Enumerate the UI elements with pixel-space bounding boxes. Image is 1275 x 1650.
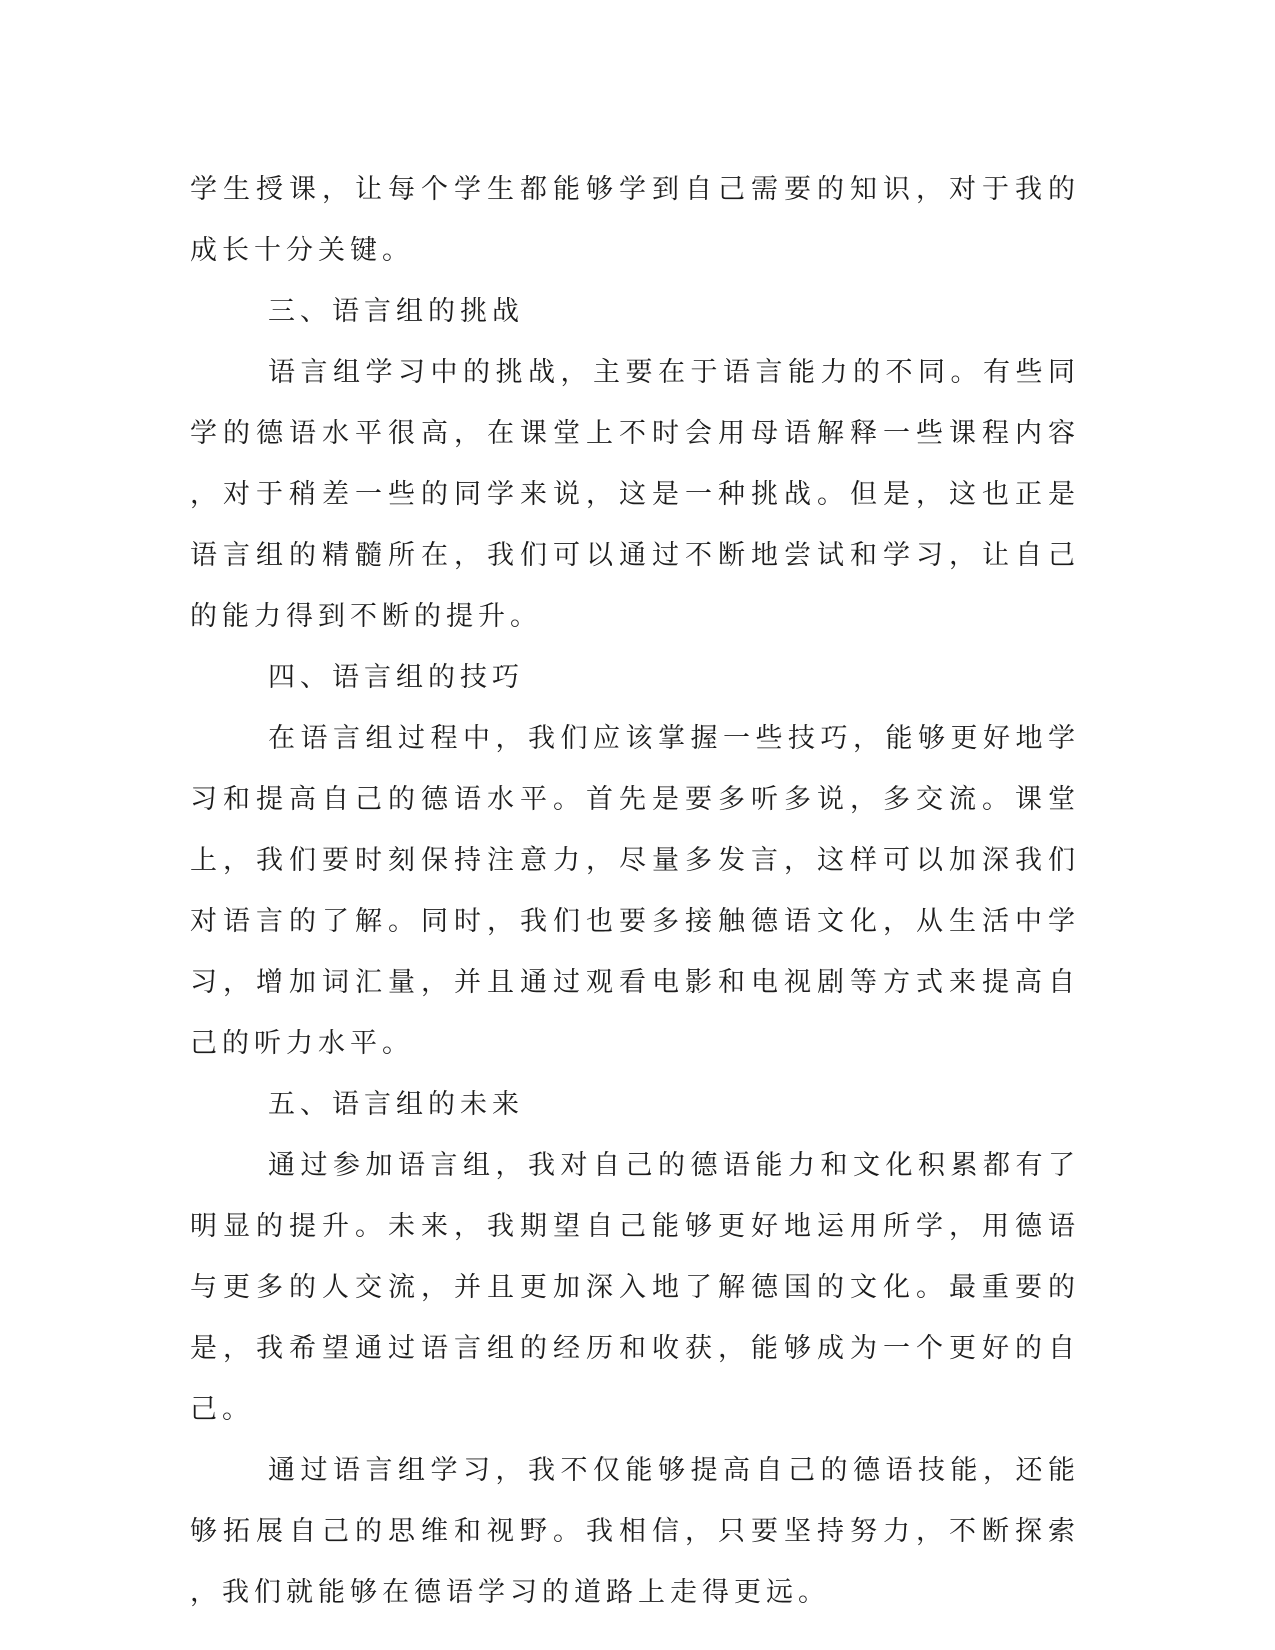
paragraph-continuation: 学生授课，让每个学生都能够学到自己需要的知识，对于我的成长十分关键。 xyxy=(190,174,1080,266)
paragraph-challenges: 语言组学习中的挑战，主要在于语言能力的不同。有些同学的德语水平很高，在课堂上不时会用母语解释一些课程内容，对于稍差一些的同学来说，这是一种挑战。但是，这也正是语言组的精髓所在，我们可以通过不断地尝试和学习，让自己的能力得到不断的提升。 xyxy=(190,357,1080,632)
section-heading-challenges: 三、语言组的挑战 xyxy=(268,296,524,327)
paragraph-future: 通过参加语言组，我对自己的德语能力和文化积累都有了明显的提升。未来，我期望自己能够更好地运用所学，用德语与更多的人交流，并且更加深入地了解德国的文化。最重要的是，我希望通过语言组的经历和收获，能够成为一个更好的自己。 xyxy=(190,1150,1080,1425)
paragraph-techniques: 在语言组过程中，我们应该掌握一些技巧，能够更好地学习和提高自己的德语水平。首先是要多听多说，多交流。课堂上，我们要时刻保持注意力，尽量多发言，这样可以加深我们对语言的了解。同时，我们也要多接触德语文化，从生活中学习，增加词汇量，并且通过观看电影和电视剧等方式来提高自己的听力水平。 xyxy=(190,723,1080,1059)
section-heading-future: 五、语言组的未来 xyxy=(268,1089,524,1120)
paragraph-conclusion: 通过语言组学习，我不仅能够提高自己的德语技能，还能够拓展自己的思维和视野。我相信，只要坚持努力，不断探索，我们就能够在德语学习的道路上走得更远。 xyxy=(190,1455,1080,1608)
document-body xyxy=(190,159,1080,1623)
section-heading-techniques: 四、语言组的技巧 xyxy=(268,662,524,693)
